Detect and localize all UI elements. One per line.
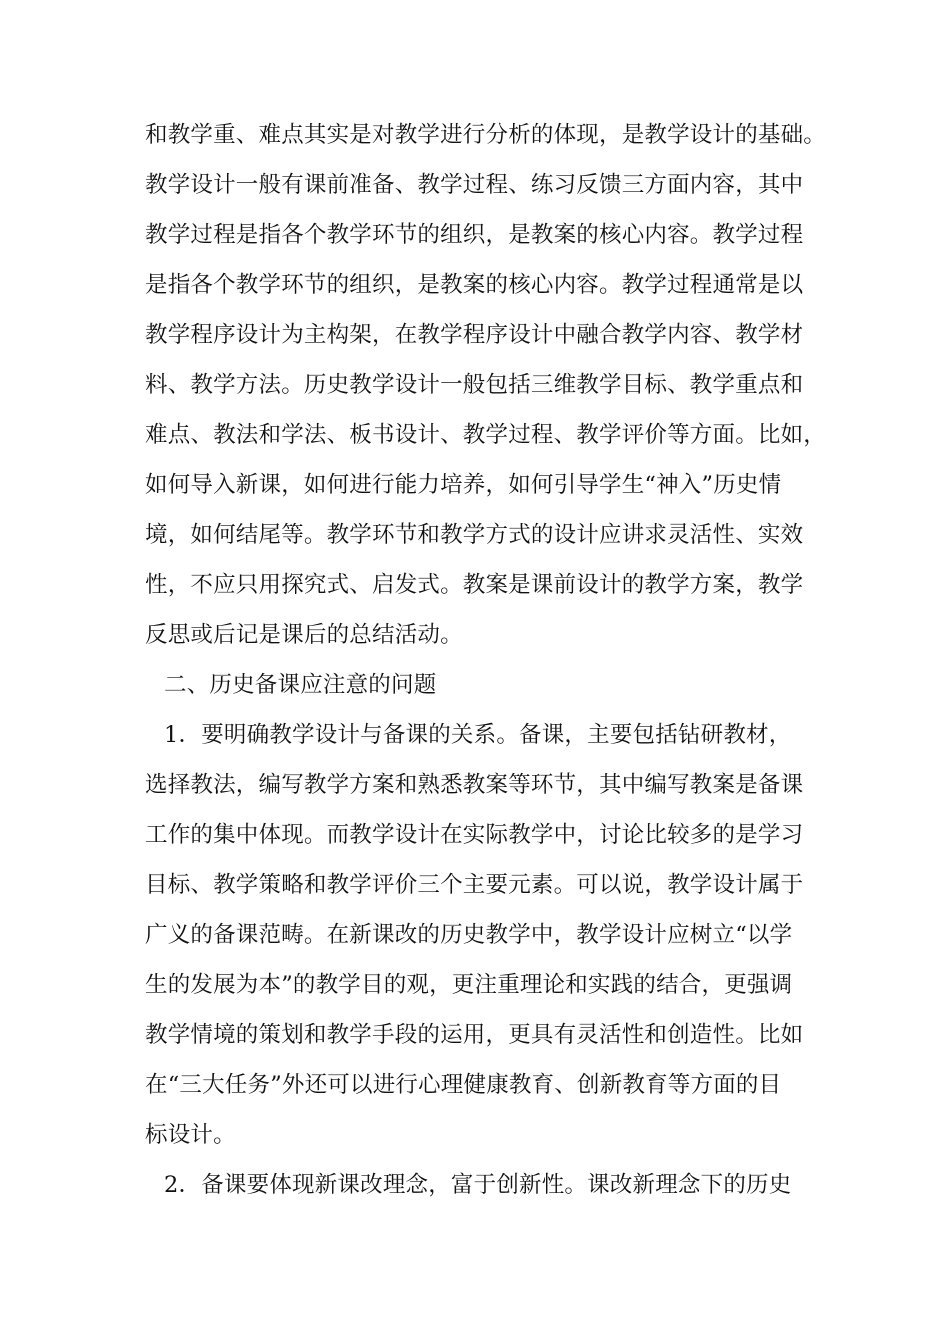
paragraph-line: 难点、教法和学法、板书设计、教学过程、教学评价等方面。比如， [145, 422, 827, 448]
paragraph-line: 1．要明确教学设计与备课的关系。备课，主要包括钻研教材， [164, 722, 792, 748]
paragraph-line: 反思或后记是课后的总结活动。 [145, 622, 463, 648]
paragraph-line: 2．备课要体现新课改理念，富于创新性。课改新理念下的历史 [164, 1172, 792, 1198]
paragraph-line: 选择教法，编写教学方案和熟悉教案等环节，其中编写教案是备课 [145, 772, 804, 798]
paragraph-line: 目标、教学策略和教学评价三个主要元素。可以说，教学设计属于 [145, 872, 804, 898]
paragraph-line: 性，不应只用探究式、启发式。教案是课前设计的教学方案，教学 [145, 572, 804, 598]
paragraph-line: 和教学重、难点其实是对教学进行分析的体现，是教学设计的基础。 [145, 122, 827, 148]
paragraph-line: 在“三大任务”外还可以进行心理健康教育、创新教育等方面的目 [145, 1072, 782, 1098]
paragraph-line: 工作的集中体现。而教学设计在实际教学中，讨论比较多的是学习 [145, 822, 804, 848]
paragraph-line: 教学情境的策划和教学手段的运用，更具有灵活性和创造性。比如 [145, 1022, 804, 1048]
paragraph-line: 境，如何结尾等。教学环节和教学方式的设计应讲求灵活性、实效 [145, 522, 804, 548]
paragraph-line: 标设计。 [145, 1122, 236, 1148]
paragraph-line: 料、教学方法。历史教学设计一般包括三维教学目标、教学重点和 [145, 372, 804, 398]
paragraph-line: 教学设计一般有课前准备、教学过程、练习反馈三方面内容，其中 [145, 172, 804, 198]
paragraph-line: 广义的备课范畴。在新课改的历史教学中，教学设计应树立“以学 [145, 922, 793, 948]
paragraph-line: 是指各个教学环节的组织，是教案的核心内容。教学过程通常是以 [145, 272, 804, 298]
paragraph-line: 教学程序设计为主构架，在教学程序设计中融合教学内容、教学材 [145, 322, 804, 348]
paragraph-line: 教学过程是指各个教学环节的组织，是教案的核心内容。教学过程 [145, 222, 804, 248]
section-heading: 二、历史备课应注意的问题 [164, 672, 437, 698]
paragraph-line: 生的发展为本”的教学目的观，更注重理论和实践的结合，更强调 [145, 972, 793, 998]
paragraph-line: 如何导入新课，如何进行能力培养，如何引导学生“神入”历史情 [145, 472, 782, 498]
